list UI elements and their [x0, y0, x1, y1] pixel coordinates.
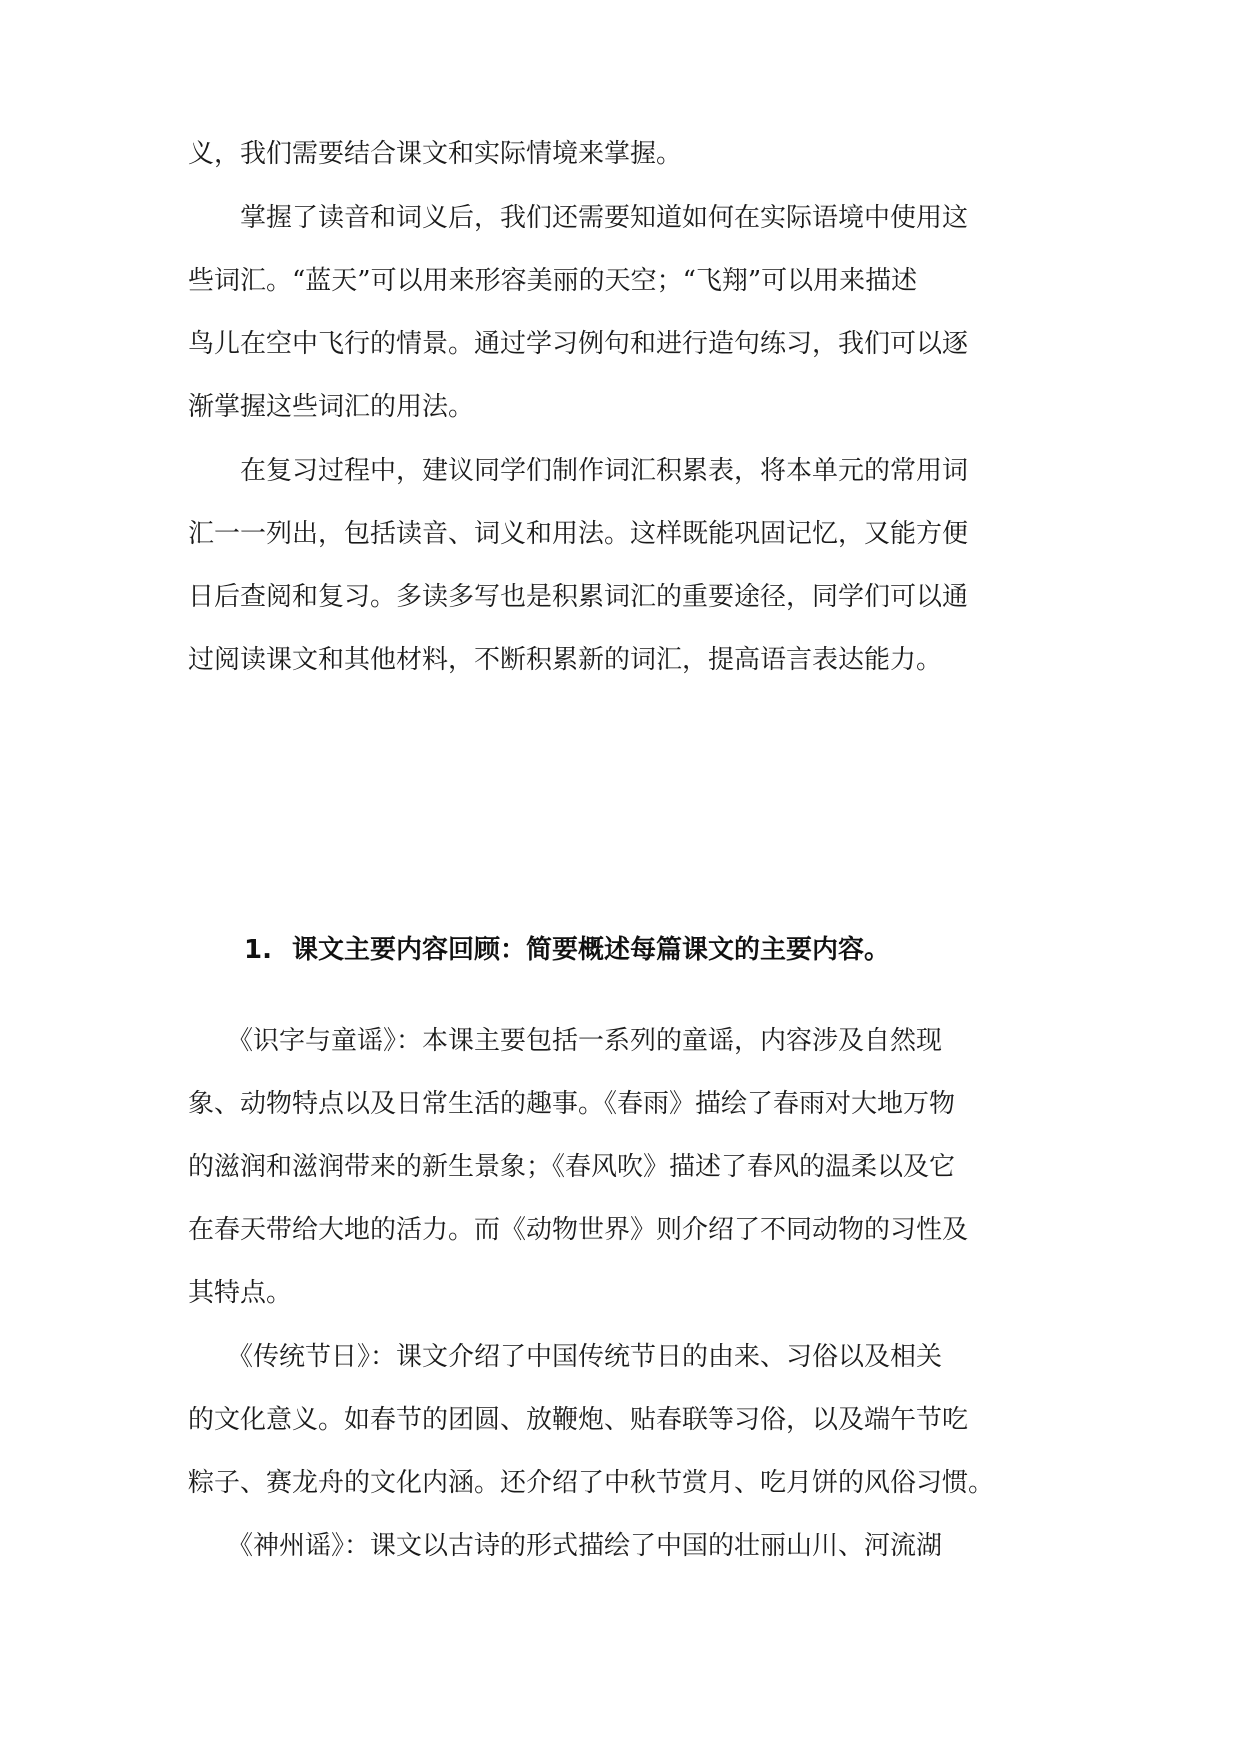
section-heading	[244, 930, 890, 970]
text-line: 在春天带给大地的活力。而《动物世界》则介绍了不同动物的习性及	[188, 1215, 969, 1245]
text-line: 的滋润和滋润带来的新生景象；《春风吹》描述了春风的温柔以及它	[188, 1152, 956, 1182]
text-line: 其特点。	[188, 1278, 293, 1308]
text-line: 粽子、赛龙舟的文化内涵。还介绍了中秋节赏月、吃月饼的风俗习惯。	[188, 1468, 995, 1498]
text-line: 渐掌握这些词汇的用法。	[188, 392, 475, 422]
text-line: 在复习过程中，建议同学们制作词汇积累表，将本单元的常用词	[188, 456, 969, 486]
text-line: 象、动物特点以及日常生活的趣事。《春雨》描绘了春雨对大地万物	[188, 1089, 956, 1119]
text-line: 义，我们需要结合课文和实际情境来掌握。	[188, 139, 683, 169]
text-line: 日后查阅和复习。多读多写也是积累词汇的重要途径，同学们可以通	[188, 582, 969, 612]
lesson-summary-section	[188, 1010, 1054, 1578]
text-line: 汇一一列出，包括读音、词义和用法。这样既能巩固记忆，又能方便	[188, 519, 969, 549]
text-line: 的文化意义。如春节的团圆、放鞭炮、贴春联等习俗，以及端午节吃	[188, 1405, 969, 1435]
text-line: 些词汇。“蓝天”可以用来形容美丽的天空；“飞翔”可以用来描述	[188, 266, 918, 296]
heading-number: 1.	[244, 935, 272, 965]
heading-text: 课文主要内容回顾：简要概述每篇课文的主要内容。	[292, 935, 891, 965]
text-line: 《传统节日》：课文介绍了中国传统节日的由来、习俗以及相关	[188, 1342, 943, 1372]
text-line: 过阅读课文和其他材料，不断积累新的词汇，提高语言表达能力。	[188, 645, 943, 675]
vocabulary-section	[188, 123, 1054, 692]
text-line: 鸟儿在空中飞行的情景。通过学习例句和进行造句练习，我们可以逐	[188, 329, 969, 359]
text-line: 掌握了读音和词义后，我们还需要知道如何在实际语境中使用这	[188, 203, 969, 233]
text-line: 《识字与童谣》：本课主要包括一系列的童谣，内容涉及自然现	[188, 1026, 943, 1056]
text-line: 《神州谣》：课文以古诗的形式描绘了中国的壮丽山川、河流湖	[188, 1531, 943, 1561]
